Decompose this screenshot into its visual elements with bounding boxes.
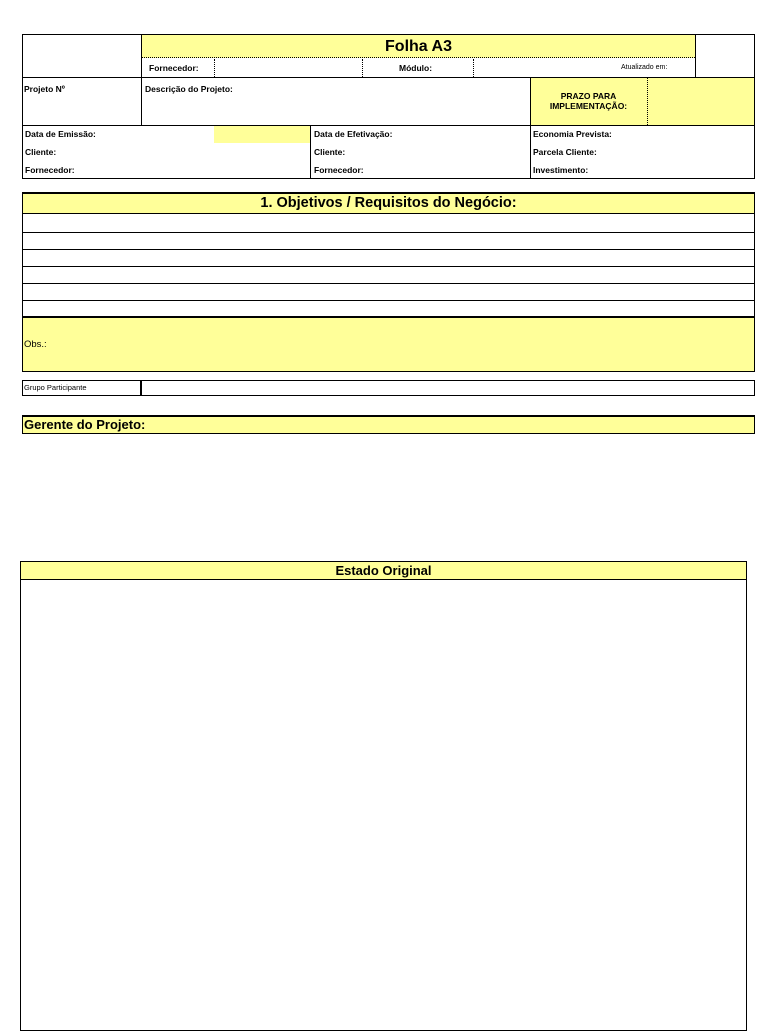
fornecedor-label-1: Fornecedor: bbox=[25, 165, 75, 175]
data-emissao-value[interactable] bbox=[214, 126, 310, 143]
estado-section bbox=[20, 561, 747, 1031]
investimento-label: Investimento: bbox=[533, 165, 589, 175]
objetivos-line-3 bbox=[22, 266, 755, 267]
grupo-label: Grupo Participante bbox=[24, 383, 87, 392]
fornecedor-divider bbox=[214, 59, 215, 77]
fornecedor-label: Fornecedor: bbox=[149, 63, 199, 73]
estado-title: Estado Original bbox=[335, 563, 432, 578]
atualizado-label: Atualizado em: bbox=[621, 64, 668, 71]
economia-label: Economia Prevista: bbox=[533, 129, 612, 139]
projeto-label: Projeto Nº bbox=[24, 84, 65, 94]
prazo-label: PRAZO PARA IMPLEMENTAÇÃO: bbox=[549, 91, 628, 111]
cliente-label-1: Cliente: bbox=[25, 147, 57, 157]
obs-label: Obs.: bbox=[24, 339, 47, 350]
objetivos-line-1 bbox=[22, 232, 755, 233]
info-divider-1 bbox=[310, 125, 311, 179]
objetivos-line-5 bbox=[22, 300, 755, 301]
objetivos-line-2 bbox=[22, 249, 755, 250]
header-right-divider bbox=[695, 34, 696, 78]
grupo-divider bbox=[140, 380, 142, 396]
project-divider bbox=[141, 77, 142, 126]
page-title: Folha A3 bbox=[385, 38, 452, 55]
info-divider-2 bbox=[530, 125, 531, 179]
atualizado-divider bbox=[473, 59, 474, 77]
fornecedor-label-2: Fornecedor: bbox=[314, 165, 364, 175]
data-efetivacao-label: Data de Efetivação: bbox=[314, 129, 393, 139]
objetivos-title: 1. Objetivos / Requisitos do Negócio: bbox=[260, 195, 517, 211]
cliente-label-2: Cliente: bbox=[314, 147, 346, 157]
objetivos-line-4 bbox=[22, 283, 755, 284]
prazo-divider bbox=[647, 78, 648, 125]
modulo-label: Módulo: bbox=[399, 63, 433, 73]
obs-area[interactable] bbox=[23, 318, 754, 371]
descricao-label: Descrição do Projeto: bbox=[145, 84, 233, 94]
data-emissao-label: Data de Emissão: bbox=[25, 129, 96, 139]
parcela-label: Parcela Cliente: bbox=[533, 147, 597, 157]
modulo-divider bbox=[362, 59, 363, 77]
grupo-row bbox=[22, 380, 755, 396]
gerente-label: Gerente do Projeto: bbox=[24, 417, 146, 432]
